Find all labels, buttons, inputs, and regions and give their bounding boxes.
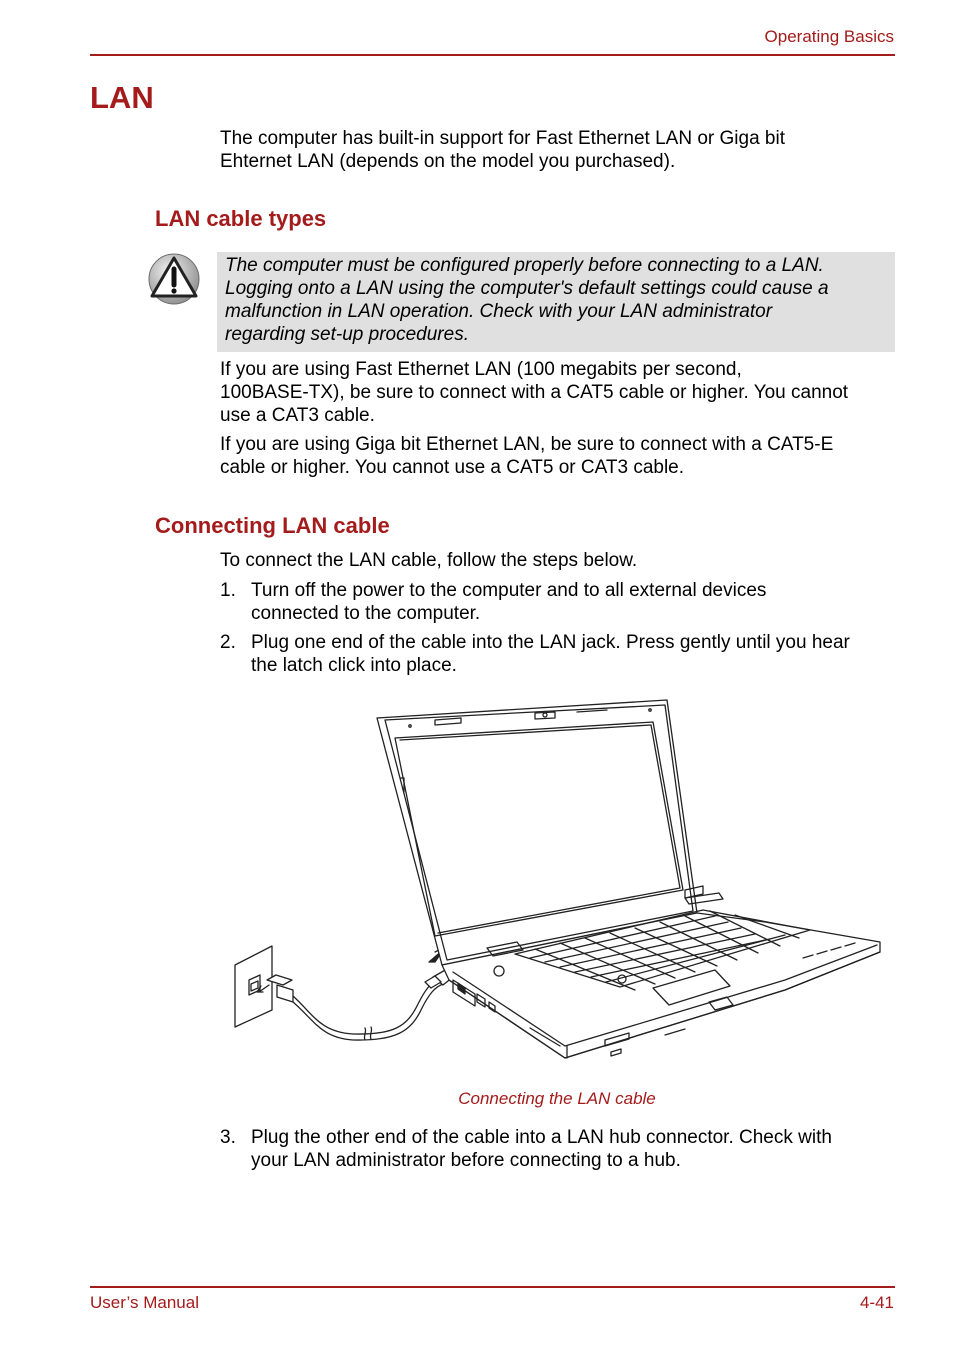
laptop-lan-figure [225,690,890,1075]
heading-lan-cable-types: LAN cable types [155,206,327,231]
steps-lead: To connect the LAN cable, follow the steps below. [220,550,638,571]
page-title: LAN [90,80,154,115]
warning-triangle-icon [146,252,202,306]
list-item: 2. Plug one end of the cable into the LAN jack. Press gently until you hear the latch click into place. [220,632,850,676]
running-header: Operating Basics [764,27,894,46]
lan-cable [257,946,453,1040]
footer-manual: User’s Manual [90,1293,199,1312]
warning-note: The computer must be configured properly before connecting to a LAN. Logging onto a LAN using the computer's default settings could cause a malfunction in LAN operation. Check with your LAN administrator regarding set-up procedures. [217,252,895,352]
intro-paragraph: The computer has built-in support for Fast Ethernet LAN or Giga bit Ehternet LAN (depends on the model you purchased). [220,128,785,172]
fast-ethernet-paragraph: If you are using Fast Ethernet LAN (100 megabits per second, 100BASE-TX), be sure to connect with a CAT5 cable or higher. You cannot use a CAT3 cable. [220,359,849,426]
list-item: 3. Plug the other end of the cable into a LAN hub connector. Check with your LAN administrator before connecting to a hub. [220,1127,832,1171]
list-item: 1. Turn off the power to the computer and to all external devices connected to the computer. [220,580,767,624]
figure-caption: Connecting the LAN cable [458,1089,656,1108]
footer-rule [90,1286,895,1288]
header-rule [90,54,895,56]
heading-connecting-lan-cable: Connecting LAN cable [155,513,390,538]
page-number: 4-41 [859,1293,894,1312]
gigabit-ethernet-paragraph: If you are using Giga bit Ethernet LAN, be sure to connect with a CAT5-E cable or higher. You cannot use a CAT5 or CAT3 cable. [220,434,834,478]
